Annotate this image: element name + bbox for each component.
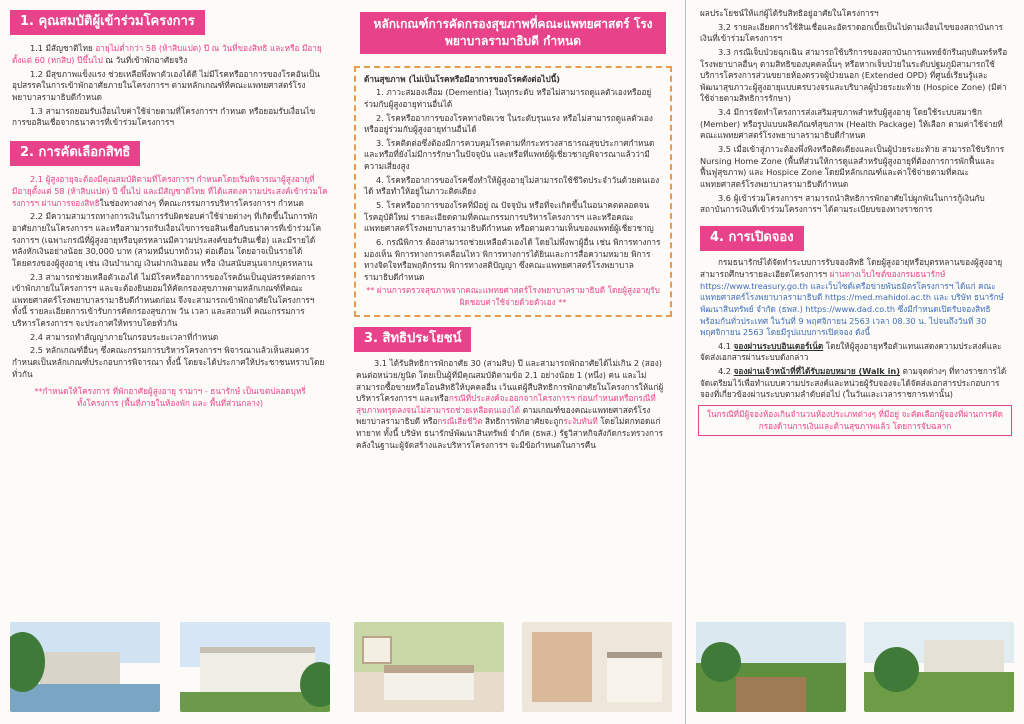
para-3-1 <box>356 358 670 451</box>
health-criteria-box <box>354 66 672 317</box>
criteria-4: 4. โรคหรืออาการของโรคซึ่งทำให้ผู้สูงอายุไม่สามารถใช้ชีวิตประจำวันด้วยตนเองได้ หรือทำให้อยู่ในภาวะติดเตียง <box>364 174 660 197</box>
cabinet <box>532 632 592 702</box>
counter <box>607 652 662 702</box>
building-photo <box>180 622 330 712</box>
text: 4.2 <box>718 366 734 377</box>
box-title: ด้านสุขภาพ (ไม่เป็นโรคหรือมีอาการของโรคดังต่อไปนี้) <box>364 73 561 84</box>
para-2-4: 2.4 สามารถทำสัญญาภายในกรอบระยะเวลาที่กำหนด <box>30 331 219 342</box>
building <box>200 647 315 692</box>
text-highlight: ระงับทันที <box>563 416 598 427</box>
health-criteria-header: หลักเกณฑ์การคัดกรองสุขภาพที่คณะแพทยศาสตร์ โรงพยาบาลรามาธิบดี กำหนด <box>360 12 666 54</box>
text: ในช่องทางต่างๆ ที่คณะกรรมการบริหารโครงการฯ กำหนด <box>99 197 304 208</box>
building-photo <box>10 622 160 712</box>
para-3-2: 3.2 รายละเอียดการใช้สินเชื่อและอัตราดอกเบี้ยเป็นไปตามเงื่อนไขของสถาบันการเงินที่เข้าร่วมโครงการฯ <box>700 21 1003 44</box>
tree <box>701 642 741 682</box>
para-4-2 <box>700 366 1010 401</box>
no-smoking-note: **กำหนดให้โครงการ ที่พักอาศัยผู้สูงอายุ รามาฯ - ธนารักษ์ เป็นเขตปลอดบุหรี่ทั้งโครงการ (พื้นที่ภายในห้องพัก และ พื้นที่ส่วนกลาง) <box>34 386 306 408</box>
bedroom-photo <box>354 622 504 712</box>
garden-photo <box>696 622 846 712</box>
tree <box>874 647 919 692</box>
criteria-3: 3. โรคติดต่อซึ่งต้องมีการควบคุมโรคตามที่กระทรวงสาธารณสุขประกาศกำหนด และหรือที่ยังไม่มีการรักษาในปัจจุบัน และหรือที่แพทย์ผู้เชี่ยวชาญพิจารณาแล้วว่ามีความเสี่ยงสูง <box>364 137 655 172</box>
para-2-3: 2.3 สามารถช่วยเหลือตัวเองได้ ไม่มีโรคหรืออาการของโรคอันเป็นอุปสรรคต่อการเข้าพักภายในโครงการฯ และจะต้องยินยอมให้คัดกรองสุขภาพตามหลักเกณฑ์ที่คณะแพทยศาสตร์โรงพยาบาลรามาธิบดีกำหนดก่อน จึงจะสามารถเข้าพักอาศัยในโครงการฯ ทั้งนี้ รายละเอียดการเข้ารับการคัดกรองสุขภาพ วัน เวลา และสถานที่ คณะกรรมการบริหารโครงการฯ จะประกาศให้ทราบโดยทั่วกัน <box>12 271 316 329</box>
section-3-continued <box>686 8 1024 216</box>
section-2-header: 2. การคัดเลือกสิทธิ <box>10 141 140 166</box>
text-highlight: ผ่านทางเว็บไซต์ของกรมธนารักษ์ <box>829 268 946 279</box>
text-link: https://www.treasury.go.th และเว็บไซต์เครือข่ายพันธมิตรโครงการฯ ได้แก่ คณะแพทยศาสตร์โรงพยาบาลรามาธิบดี https://med.mahidol.ac.th และ บริษัท ธนารักษ์พัฒนาสินทรัพย์ จำกัด (ธพส.) https://www.dad.co.th ซึ่งมีกำหนดเปิดรับจองสิทธิพร้อมกันทั่วประเทศ ในวันที่ 9 พฤศจิกายน 2563 เวลา 08.30 น. ไปจนถึงวันที่ 30 พฤศจิกายน 2563 โดยมีรูปแบบการเปิดจอง ดังนี้ <box>700 280 1004 338</box>
text: โดยไม่ตกทอดแก่ทายาท ทั้งนี้ บริษัท ธนารักษ์พัฒนาสินทรัพย์ จำกัด (ธพส.) รัฐวิสาหกิจสังกัดกระทรวงการคลังในฐานะผู้จัดสร้างและบริหารโครงการฯ จะมีข้อกำหนดในการคืน <box>356 416 663 450</box>
text-highlight: อายุไม่ต่ำกว่า 58 (ห้าสิบแปด) ปี ณ วันที่ของสิทธิ และหรือ มีอายุตั้งแต่ 60 (หกสิบ) ปีขึ้นไป <box>12 43 322 66</box>
building <box>40 652 120 687</box>
column-3 <box>686 0 1024 724</box>
para-2-2: 2.2 มีความสามารถทางการเงินในการรับผิดชอบค่าใช้จ่ายต่างๆ ที่เกิดขึ้นในการพักอาศัยภายในโครงการฯ และหรือสามารถรับเงื่อนไขการขอสินเชื่อกับธนาคารที่เข้าร่วมโครงการฯ (เฉพาะกรณีที่ผู้สูงอายุหรือบุตรหลานมีความประสงค์ขอรับสินเชื่อ) และมีรายได้หลังหักเงินอย่างน้อย 30,000 บาท (สามหมื่นบาทถ้วน) ต่อเดือน โดยอาจเป็นรายได้โดยตรงของผู้สูงอายุ เช่น เงินบำนาญ เงินฝากเงินออม หรือ เงินสนับสนุนจากบุตรหลาน <box>12 211 322 268</box>
column-1 <box>0 0 340 724</box>
text: 3.1 ได้รับสิทธิการพักอาศัย 30 (สามสิบ) ปี และสามารถพักอาศัยได้ไม่เกิน 2 (สอง) คนต่อหน่วย/ยูนิต โดยเป็นผู้ที่มีคุณสมบัติตามข้อ 2.1 อย่างน้อย 1 (หนึ่ง) คน และไม่สามารถซื้อขายหรือโอนสิทธิให้บุคคลอื่น เว้นแต่ผู้สืบสิทธิการพักอาศัยในโครงการให้แก่ผู้บริหารโครงการฯ และหรือ <box>356 358 664 404</box>
criteria-2: 2. โรคหรืออาการของโรคทางจิตเวช ในระดับรุนแรง หรือไม่สามารถดูแลตัวเองหรืออยู่ร่วมกับผู้สูงอายุท่านอื่นได้ <box>364 112 653 135</box>
para-2-5: 2.5 หลักเกณฑ์อื่นๆ ซึ่งคณะกรรมการบริหารโครงการฯ พิจารณาแล้วเห็นสมควรกำหนดเป็นหลักเกณฑ์ประกอบการพิจารณา ทั้งนี้ โดยจะได้ประกาศให้ประชาชนทราบโดยทั่วกัน <box>12 345 325 379</box>
para-1-3: 1.3 สามารถยอมรับเงื่อนไขค่าใช้จ่ายตามที่โครงการฯ กำหนด หรือยอมรับเงื่อนไขการขอสินเชื่อจากธนาคารที่เข้าร่วมโครงการฯ <box>12 105 316 128</box>
para-3-3: 3.3 กรณีเจ็บป่วยฉุกเฉิน สามารถใช้บริการของสถาบันการแพทย์จักรีนฤบดินทร์หรือโรงพยาบาลอื่นๆ ตามสิทธิของบุคคลนั้นๆ หรือหากเจ็บป่วยในระดับปฐมภูมิสามารถใช้บริการโครงการส่วนขยายห้องตรวจผู้ป่วยนอก (Extended OPD) ที่ศูนย์เรียนรู้และพัฒนาสุขภาวะผู้สูงอายุแบบครบวงจรและบริบาลผู้ป่วยระยะท้าย (Hospice Zone) (มีค่าใช้จ่ายตามสิทธิการรักษา) <box>700 46 1008 104</box>
text: ตามจุดต่างๆ ที่ทางราชการได้จัดเตรียมไว้เพื่อทำแบบความประสงค์และหน่วยผู้รับจองจะได้จัดส่งเอกสารประกอบการจองที่เกี่ยวข้องผ่านระบบตามลำดับต่อไป (ในวันและเวลาราชการเท่านั้น) <box>700 366 1007 400</box>
section-1-body <box>0 43 340 128</box>
text: โดยให้ผู้สูงอายุหรือตัวแทนแสดงความประสงค์และจัดส่งเอกสารผ่านระบบดังกล่าว <box>700 340 1002 363</box>
para-2-1 <box>12 174 328 209</box>
text-highlight: กรณีเสียชีวิต <box>437 416 483 427</box>
para-3-6: 3.6 ผู้เข้าร่วมโครงการฯ สามารถนำสิทธิการพักอาศัยไปผูกพันในการกู้เงินกับสถาบันการเงินที่เข้าร่วมโครงการฯ ได้ตามระเบียบของทางราชการ <box>700 192 985 215</box>
section-3-header: 3. สิทธิประโยชน์ <box>354 327 471 352</box>
para-4 <box>700 257 1010 338</box>
section-4-body <box>686 257 1024 401</box>
para-3-1-cont: ผลประโยชน์ให้แก่ผู้ได้รับสิทธิอยู่อาศัยในโครงการฯ <box>700 8 879 18</box>
para-3-5: 3.5 เมื่อเข้าสู่ภาวะต้องพึ่งพิงหรือติดเตียงและเป็นผู้ป่วยระยะท้าย สามารถใช้บริการ Nursing Home Zone (พื้นที่ส่วนให้การดูแลสำหรับผู้สูงอายุที่ต้องการการพักฟื้นและฟื้นฟูสุขภาพ) และ Hospice Zone โดยมีหลักเกณฑ์และค่าใช้จ่ายตามที่คณะแพทยศาสตร์โรงพยาบาลรามาธิบดีกำหนด <box>700 144 1005 189</box>
text-highlight: 2.1 ผู้สูงอายุจะต้องมีคุณสมบัติตามที่โครงการฯ กำหนดโดยเริ่มพิจารณาผู้สูงอายุที่มีอายุตั้งแต่ 58 (ห้าสิบแปด) ปี ขึ้นไป และมีสัญชาติไทย ที่ได้แสดงความประสงค์เข้าร่วมโครงการฯ ผ่านการจองสิทธิ <box>12 174 328 208</box>
section-4-header: 4. การเปิดจอง <box>700 226 804 251</box>
para-1-1 <box>12 43 328 66</box>
photos-row-1 <box>10 622 330 712</box>
text: 1.1 มีสัญชาติไทย <box>30 43 96 54</box>
para-4-1 <box>700 341 1010 364</box>
photos-row-3 <box>696 622 1014 712</box>
text: ณ วันที่เข้าพักอาศัยจริง <box>102 55 188 66</box>
criteria-1: 1. ภาวะสมองเสื่อม (Dementia) ในทุกระดับ หรือไม่สามารถดูแลตัวเองหรืออยู่ร่วมกับผู้สูงอายุท่านอื่นได้ <box>364 87 652 109</box>
garden-photo <box>864 622 1014 712</box>
para-1-2: 1.2 มีสุขภาพแข็งแรง ช่วยเหลือพึ่งพาตัวเองได้ดี ไม่มีโรคหรืออาการของโรคอันเป็นอุปสรรคในการเข้าพักอาศัยภายในโครงการฯ ตามหลักเกณฑ์ที่คณะแพทยศาสตร์โรงพยาบาลรามาธิบดีกำหนด <box>12 68 320 103</box>
text-highlight: กรณีที่ประสงค์จะออกจากโครงการฯ ก่อนกำหนดหรือกรณีที่สุขภาพทรุดลงจนไม่สามารถช่วยเหลือตนเองได้ <box>356 393 656 415</box>
text: สิทธิการพักอาศัยจะถูก <box>482 416 564 427</box>
kitchen-photo <box>522 622 672 712</box>
section-3-body <box>340 358 686 451</box>
criteria-6: 6. กรณีพิการ ต้องสามารถช่วยเหลือตัวเองได้ โดยไม่พึ่งพาผู้อื่น เช่น พิการทางการมองเห็น พิการทางการเคลื่อนไหว พิการทางการได้ยินและการสื่อความหมาย พิการทางจิตใจหรือพฤติกรรม พิการทางสติปัญญา ซึ่งคณะแพทยศาสตร์โรงพยาบาลรามาธิบดีกำหนด <box>364 236 661 282</box>
walkway <box>736 677 806 712</box>
criteria-5: 5. โรคหรืออาการของโรคที่มีอยู่ ณ ปัจจุบัน หรือที่จะเกิดขึ้นในอนาคตตลอดจนโรคอุบัติใหม่ รายละเอียดตามที่คณะกรรมการบริหารโครงการฯ และหรือคณะแพทยศาสตร์โรงพยาบาลรามาธิบดีกำหนด หรือตามความเห็นของแพทย์ผู้เชี่ยวชาญ <box>364 200 654 234</box>
bed <box>384 665 474 700</box>
box-note: ** ผ่านการตรวจสุขภาพจากคณะแพทยศาสตร์โรงพยาบาลรามาธิบดี โดยผู้สูงอายุรับผิดชอบค่าใช้จ่ายด้วยตัวเอง ** <box>366 285 660 308</box>
text: กรมธนารักษ์ได้จัดทำระบบการรับจองสิทธิ โดยผู้สูงอายุหรือบุตรหลานของผู้สูงอายุสามารถศึกษารายละเอียดโครงการฯ <box>700 257 1003 279</box>
text-underline: จองผ่านเจ้าหน้าที่ที่ได้รับมอบหมาย (Walk in) <box>733 366 900 377</box>
para-3-4: 3.4 มีการจัดทำโครงการส่งเสริมสุขภาพสำหรับผู้สูงอายุ โดยใช้ระบบสมาชิก (Member) หรือรูปแบบผลิตภัณฑ์สุขภาพ (Health Package) ให้เลือก ตามค่าใช้จ่ายที่คณะแพทยศาสตร์โรงพยาบาลรามาธิบดีกำหนด <box>700 107 1003 141</box>
section-1-header: 1. คุณสมบัติผู้เข้าร่วมโครงการ <box>10 10 205 35</box>
text-underline: จองผ่านระบบอินเตอร์เน็ต <box>733 340 824 351</box>
text: 4.1 <box>718 340 734 351</box>
window <box>362 636 392 664</box>
column-2 <box>340 0 686 724</box>
lottery-note: ในกรณีที่มีผู้จองห้องเกินจำนวนห้องประเภทต่างๆ ที่มีอยู่ จะคัดเลือกผู้จองที่ผ่านการคัดกรองด้านการเงินและด้านสุขภาพแล้ว โดยการจับฉลาก <box>698 405 1012 436</box>
section-2-body <box>0 174 340 409</box>
text: ตามเกณฑ์ของคณะแพทยศาสตร์โรงพยาบาลรามาธิบดี หรือ <box>356 404 651 427</box>
photos-row-2 <box>354 622 672 712</box>
